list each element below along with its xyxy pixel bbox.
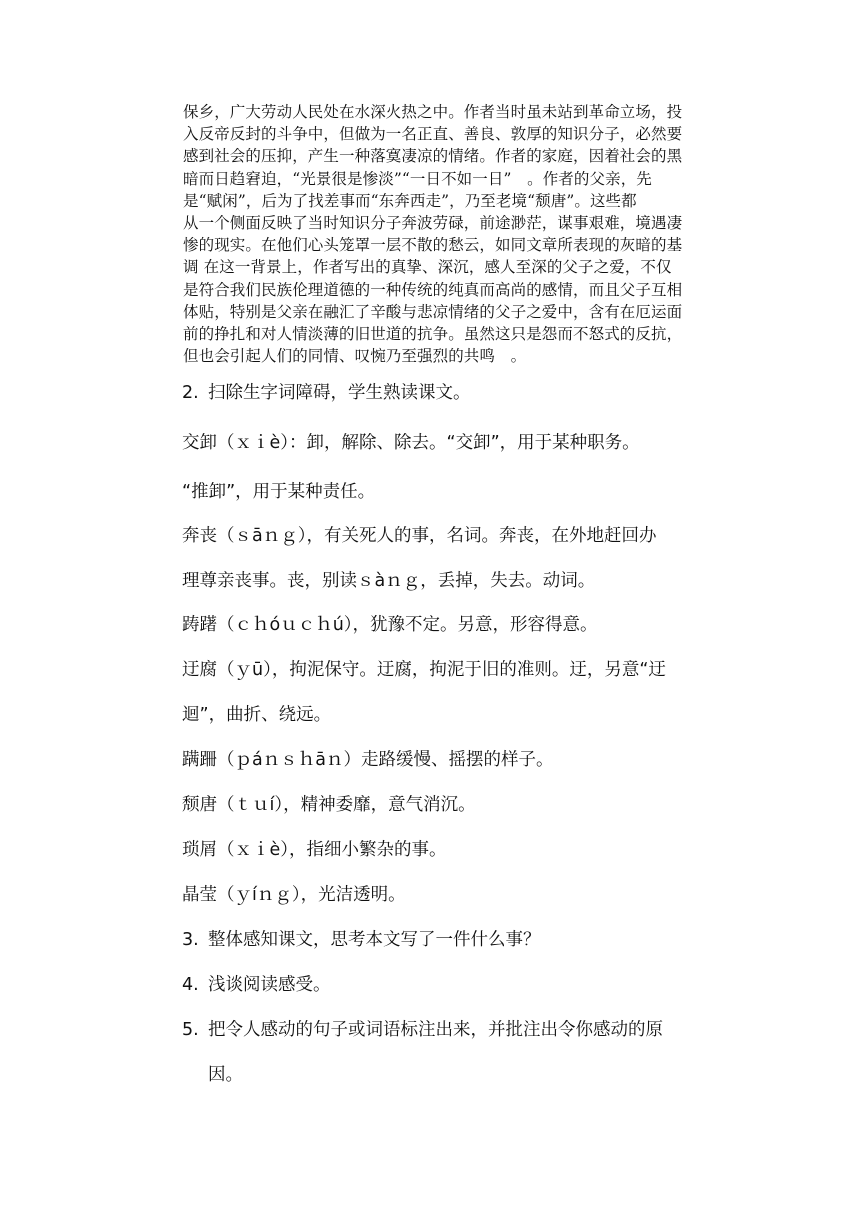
item-number: 2. bbox=[182, 383, 199, 403]
vocab-line: 琐屑（ｘｉè），指细小繁杂的事。 bbox=[182, 840, 447, 860]
intro-line: 调 在这一背景上，作者写出的真挚、深沉，感人至深的父子之爱，不仅 bbox=[183, 258, 672, 277]
vocab-line: 理尊亲丧事。丧，别读ｓàｎｇ，丢掉，失去。动词。 bbox=[182, 571, 596, 591]
item-text: 扫除生字词障碍，学生熟读课文。 bbox=[208, 383, 471, 403]
item-5-continuation: 因。 bbox=[208, 1065, 243, 1085]
item-text: 整体感知课文，思考本文写了一件什么事？ bbox=[208, 930, 541, 950]
vocab-line: 迴”，曲折、绕远。 bbox=[182, 705, 332, 725]
item-number: 4. bbox=[182, 975, 199, 995]
vocab-line: 晶莹（ｙíｎｇ），光洁透明。 bbox=[182, 885, 406, 905]
item-text: 把令人感动的句子或词语标注出来，并批注出令你感动的原 bbox=[208, 1020, 663, 1040]
vocab-line: 颓唐（ｔｕí），精神委靡，意气消沉。 bbox=[182, 795, 476, 815]
item-number: 3. bbox=[182, 930, 199, 950]
intro-line: 从一个侧面反映了当时知识分子奔波劳碌，前途渺茫，谋事艰难，境遇凄 bbox=[183, 213, 683, 232]
intro-line: 入反帝反封的斗争中，但做为一名正直、善良、敦厚的知识分子，必然要 bbox=[183, 125, 683, 144]
vocab-line: 交卸（ｘｉè）：卸，解除、除去。“交卸”，用于某种职务。 bbox=[182, 433, 640, 453]
item-number: 5. bbox=[182, 1020, 199, 1040]
intro-line: 感到社会的压抑，产生一种落寞凄凉的情绪。作者的家庭，因着社会的黑 bbox=[183, 147, 683, 166]
intro-line: 保乡，广大劳动人民处在水深火热之中。作者当时虽未站到革命立场，投 bbox=[183, 103, 683, 121]
vocab-line: 迂腐（ｙū），拘泥保守。迂腐，拘泥于旧的准则。迂，另意“迂 bbox=[182, 660, 666, 680]
vocab-line: “推卸”，用于某种责任。 bbox=[182, 482, 376, 502]
item-5 bbox=[182, 1016, 663, 1041]
intro-line: 暗而日趋窘迫，“光景很是惨淡”“一日不如一日” 。作者的父亲，先 bbox=[183, 169, 652, 188]
item-text: 浅谈阅读感受。 bbox=[208, 975, 331, 995]
item-2 bbox=[182, 379, 471, 404]
item-3 bbox=[182, 926, 541, 951]
intro-line: 但也会引起人们的同情、叹惋乃至强烈的共鸣 。 bbox=[183, 347, 527, 366]
intro-line: 是符合我们民族伦理道德的一种传统的纯真而高尚的感情，而且父子互相 bbox=[183, 280, 683, 299]
intro-line: 前的挣扎和对人情淡薄的旧世道的抗争。虽然这只是怨而不怒式的反抗， bbox=[183, 324, 683, 343]
intro-line: 惨的现实。在他们心头笼罩一层不散的愁云，如同文章所表现的灰暗的基 bbox=[183, 236, 683, 255]
intro-paragraph bbox=[183, 101, 729, 367]
item-4 bbox=[182, 971, 331, 996]
vocab-line: 踌躇（ｃｈóｕｃｈú），犹豫不定。另意，形容得意。 bbox=[182, 615, 598, 635]
vocab-line: 奔丧（ｓāｎｇ），有关死人的事，名词。奔丧，在外地赶回办 bbox=[182, 526, 657, 546]
intro-line: 是“赋闲”，后为了找差事而“东奔西走”，乃至老境“颓唐”。这些都 bbox=[183, 191, 637, 210]
intro-line: 体贴，特别是父亲在融汇了辛酸与悲凉情绪的父子之爱中，含有在厄运面 bbox=[183, 302, 683, 321]
vocab-line: 蹒跚（ｐáｎｓｈāｎ）走路缓慢、摇摆的样子。 bbox=[182, 750, 554, 770]
